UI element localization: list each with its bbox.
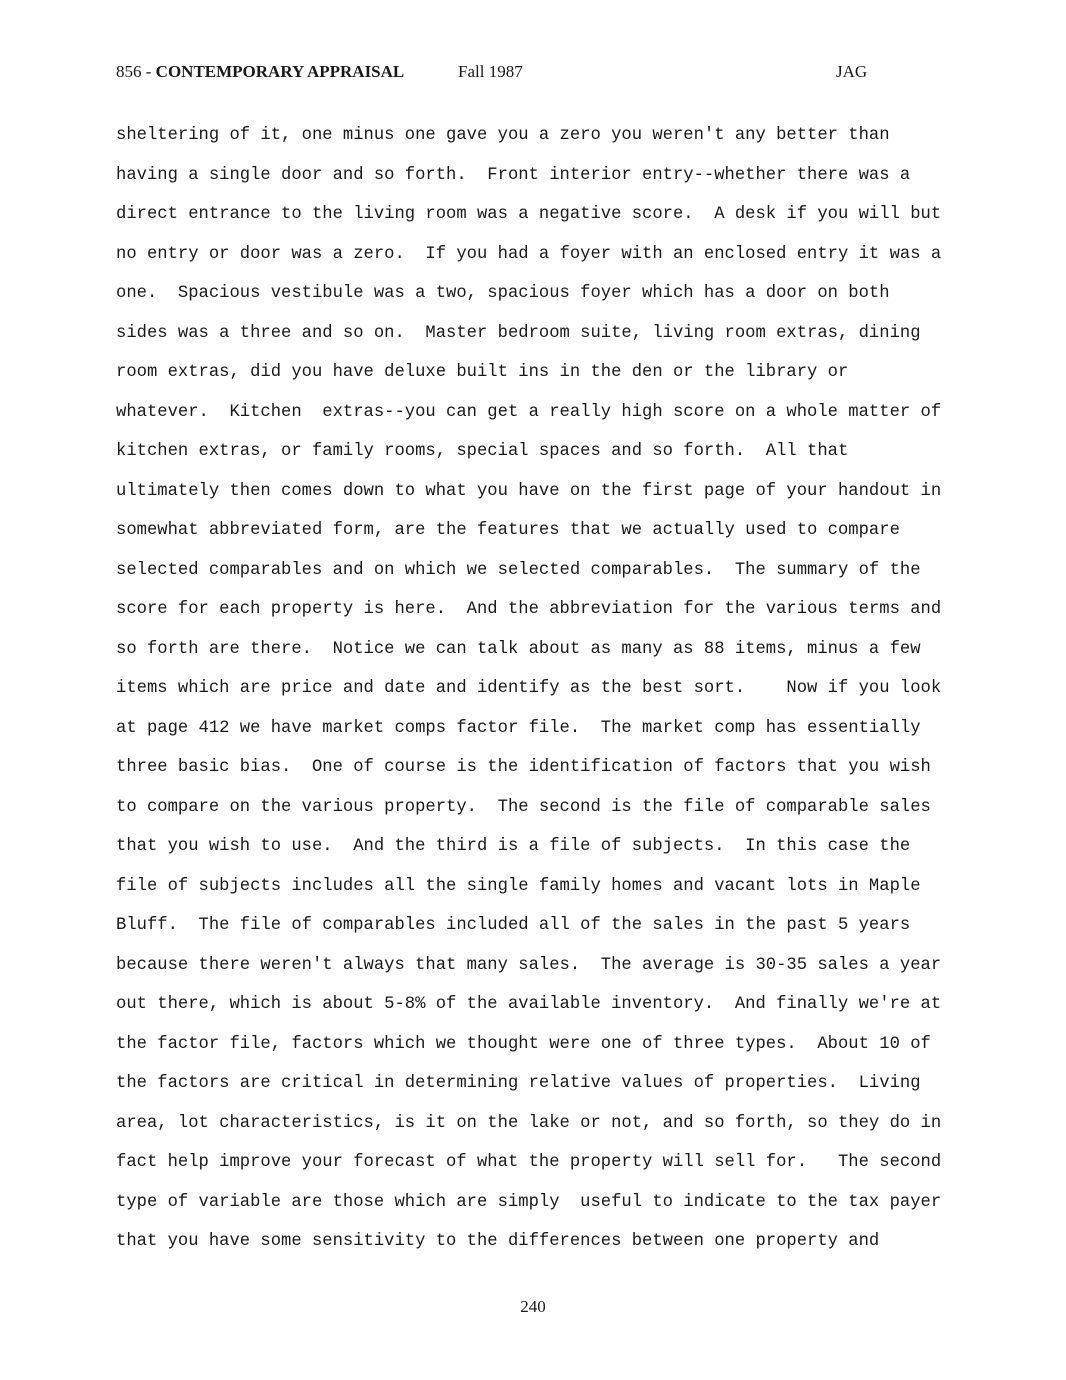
transcript-body bbox=[116, 116, 996, 1262]
body-line: out there, which is about 5-8% of the available inventory. And finally we're at bbox=[116, 995, 942, 1014]
course-heading bbox=[116, 62, 404, 82]
body-line: whatever. Kitchen extras--you can get a really high score on a whole matter of bbox=[116, 402, 942, 422]
body-line: that you wish to use. And the third is a file of subjects. In this case the bbox=[116, 837, 911, 856]
body-line: no entry or door was a zero. If you had a foyer with an enclosed entry it was a bbox=[116, 244, 942, 264]
body-line: area, lot characteristics, is it on the lake or not, and so forth, so they do in bbox=[116, 1113, 942, 1133]
author-initials: JAG bbox=[836, 62, 868, 81]
body-line: so forth are there. Notice we can talk about as many as 88 items, minus a few bbox=[116, 639, 921, 659]
body-line: items which are price and date and identify as the best sort. Now if you look bbox=[116, 679, 942, 698]
body-line: fact help improve your forecast of what the property will sell for. The second bbox=[116, 1153, 942, 1172]
body-line: three basic bias. One of course is the identification of factors that you wish bbox=[116, 758, 931, 777]
body-line: one. Spacious vestibule was a two, spacious foyer which has a door on both bbox=[116, 284, 890, 303]
body-line: score for each property is here. And the abbreviation for the various terms and bbox=[116, 600, 942, 619]
body-line: selected comparables and on which we selected comparables. The summary of the bbox=[116, 560, 921, 580]
body-line: having a single door and so forth. Front interior entry--whether there was a bbox=[116, 165, 911, 185]
page-header bbox=[116, 62, 876, 86]
body-line: to compare on the various property. The second is the file of comparable sales bbox=[116, 797, 931, 817]
body-line: Bluff. The file of comparables included all of the sales in the past 5 years bbox=[116, 916, 911, 935]
term-label: Fall 1987 bbox=[458, 62, 523, 81]
body-line: because there weren't always that many sales. The average is 30-35 sales a year bbox=[116, 955, 942, 975]
body-line: ultimately then comes down to what you have on the first page of your handout in bbox=[116, 481, 942, 501]
page-number: 240 bbox=[520, 1297, 546, 1316]
body-line: the factors are critical in determining relative values of properties. Living bbox=[116, 1074, 921, 1093]
body-line: the factor file, factors which we thought were one of three types. About 10 of bbox=[116, 1034, 931, 1054]
body-line: at page 412 we have market comps factor file. The market comp has essentially bbox=[116, 718, 921, 738]
body-line: somewhat abbreviated form, are the features that we actually used to compare bbox=[116, 521, 900, 540]
body-line: room extras, did you have deluxe built ins in the den or the library or bbox=[116, 363, 849, 382]
course-title: CONTEMPORARY APPRAISAL bbox=[155, 62, 405, 81]
body-line: kitchen extras, or family rooms, special spaces and so forth. All that bbox=[116, 442, 849, 461]
body-line: direct entrance to the living room was a negative score. A desk if you will but bbox=[116, 205, 942, 224]
body-line: sheltering of it, one minus one gave you a zero you weren't any better than bbox=[116, 126, 890, 145]
body-line: sides was a three and so on. Master bedroom suite, living room extras, dining bbox=[116, 323, 921, 343]
body-line: file of subjects includes all the single family homes and vacant lots in Maple bbox=[116, 876, 921, 896]
course-number: 856 - bbox=[116, 62, 156, 81]
body-line: that you have some sensitivity to the differences between one property and bbox=[116, 1232, 880, 1251]
body-line: type of variable are those which are simply useful to indicate to the tax payer bbox=[116, 1192, 942, 1212]
